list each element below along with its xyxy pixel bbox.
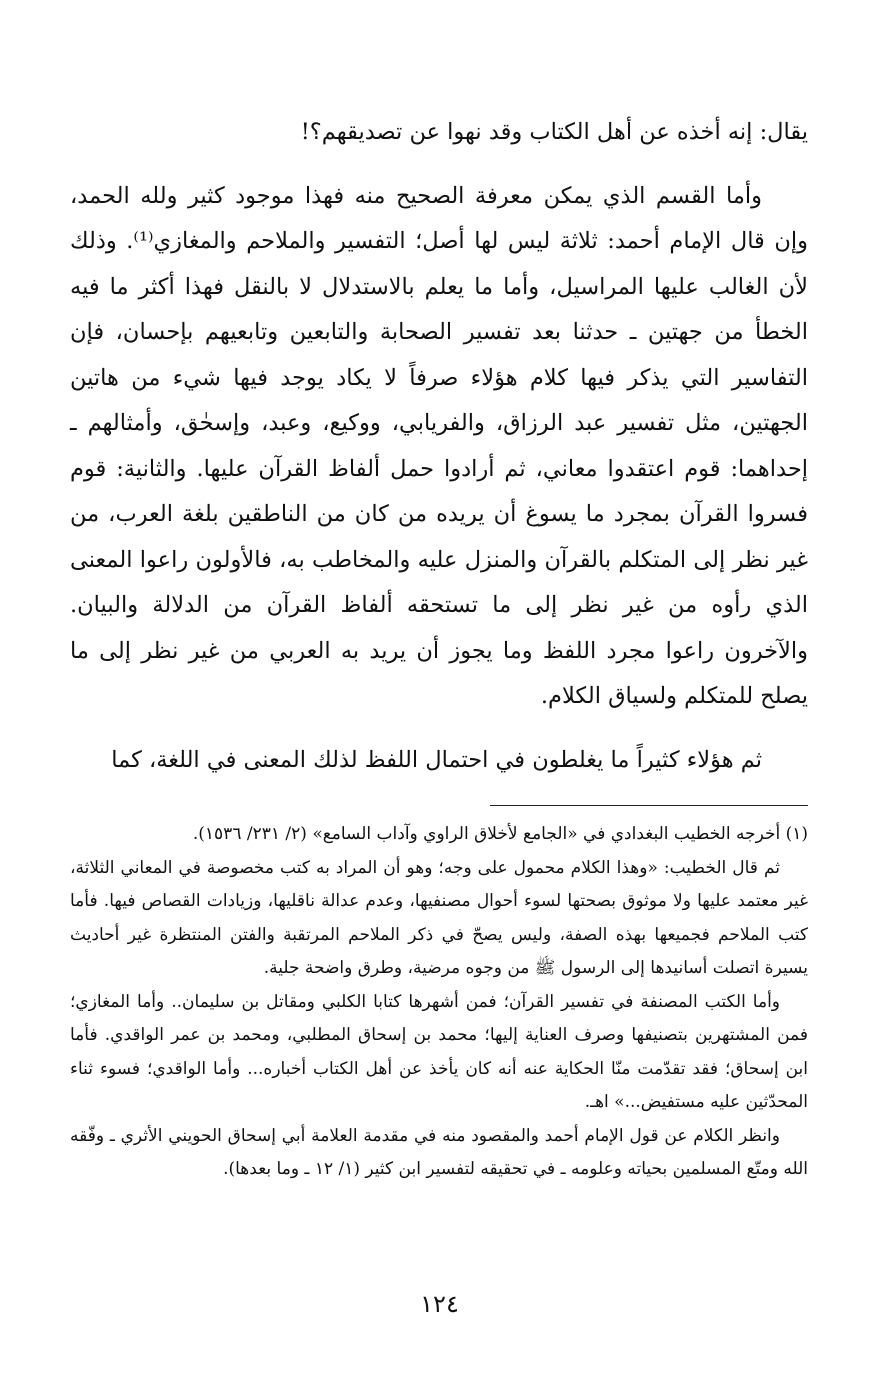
footnote-divider xyxy=(490,805,808,806)
paragraph-1: يقال: إنه أخذه عن أهل الكتاب وقد نهوا عن تصديقهم؟! xyxy=(300,119,808,145)
main-text xyxy=(70,110,808,783)
footnote-1-continued-2: وأما الكتب المصنفة في تفسير القرآن؛ فمن أشهرها كتابا الكلبي ومقاتل بن سليمان.. وأما المغازي؛ فمن المشتهرين بتصنيفها وصرف العناية إليها؛ محمد بن إسحاق المطلبي، ومحمد بن عمر الواقدي. فأما ابن إسحاق؛ فقد تقدّمت منّا الحكاية عنه أنه كان يأخذ عن أهل الكتاب أخباره... وأما الواقدي؛ فسوء ثناء المحدّثين عليه مستفيض...» اهـ. xyxy=(70,991,808,1112)
footnote-1-continued-1: ثم قال الخطيب: «وهذا الكلام محمول على وجه؛ وهو أن المراد به كتب مخصوصة في المعاني الثلاثة، غير معتمد عليها ولا موثوق بصحتها لسوء أحوال مصنفيها، وعدم عدالة ناقليها، وزيادات القصاص فيها. فأما كتب الملاحم فجميعها بهذه الصفة، وليس يصحّ في ذكر الملاحم المرتقبة والفتن المنتظرة غير أحاديث يسيرة اتصلت أسانيدها إلى الرسول ﷺ من وجوه مرضية، وطرق واضحة جلية. xyxy=(70,857,808,978)
page-number: ١٢٤ xyxy=(420,1290,459,1318)
paragraph-3: ثم هؤلاء كثيراً ما يغلطون في احتمال اللفظ لذلك المعنى في اللغة، كما xyxy=(111,746,762,773)
footnote-1-continued-3: وانظر الكلام عن قول الإمام أحمد والمقصود منه في مقدمة العلامة أبي إسحاق الحويني الأثري ـ وفّقه الله ومتّع المسلمين بحياته وعلومه ـ في تحقيقه لتفسير ابن كثير (١/ ١٢ ـ وما بعدها). xyxy=(70,1125,808,1179)
footnote-1: (١) أخرجه الخطيب البغدادي في «الجامع لأخلاق الراوي وآداب السامع» (٢/ ٢٣١/ ١٥٣٦). xyxy=(192,824,808,844)
paragraph-2: وأما القسم الذي يمكن معرفة الصحيح منه فهذا موجود كثير ولله الحمد، وإن قال الإمام أحمد: ثلاثة ليس لها أصل؛ التفسير والملاحم والمغازي⁽¹⁾. وذلك لأن الغالب عليها المراسيل، وأما ما يعلم بالاستدلال لا بالنقل فهذا أكثر ما فيه الخطأ من جهتين ـ حدثنا بعد تفسير الصحابة والتابعين وتابعيهم بإحسان، فإن التفاسير التي يذكر فيها كلام هؤلاء صرفاً لا يكاد يوجد فيها شيء من هاتين الجهتين، مثل تفسير عبد الرزاق، والفريابي، ووكيع، وعبد، وإسحٰق، وأمثالهم ـ إحداهما: قوم اعتقدوا معاني، ثم أرادوا حمل ألفاظ القرآن عليها. والثانية: قوم فسروا القرآن بمجرد ما يسوغ أن يريده من كان من الناطقين بلغة العرب، من غير نظر إلى المتكلم بالقرآن والمنزل عليه والمخاطب به، فالأولون راعوا المعنى الذي رأوه من غير نظر إلى ما تستحقه ألفاظ القرآن من الدلالة والبيان. والآخرون راعوا مجرد اللفظ وما يجوز أن يريد به العربي من غير نظر إلى ما يصلح للمتكلم ولسياق الكلام. xyxy=(70,182,808,709)
book-page xyxy=(70,110,808,1187)
footnotes xyxy=(70,818,808,1187)
